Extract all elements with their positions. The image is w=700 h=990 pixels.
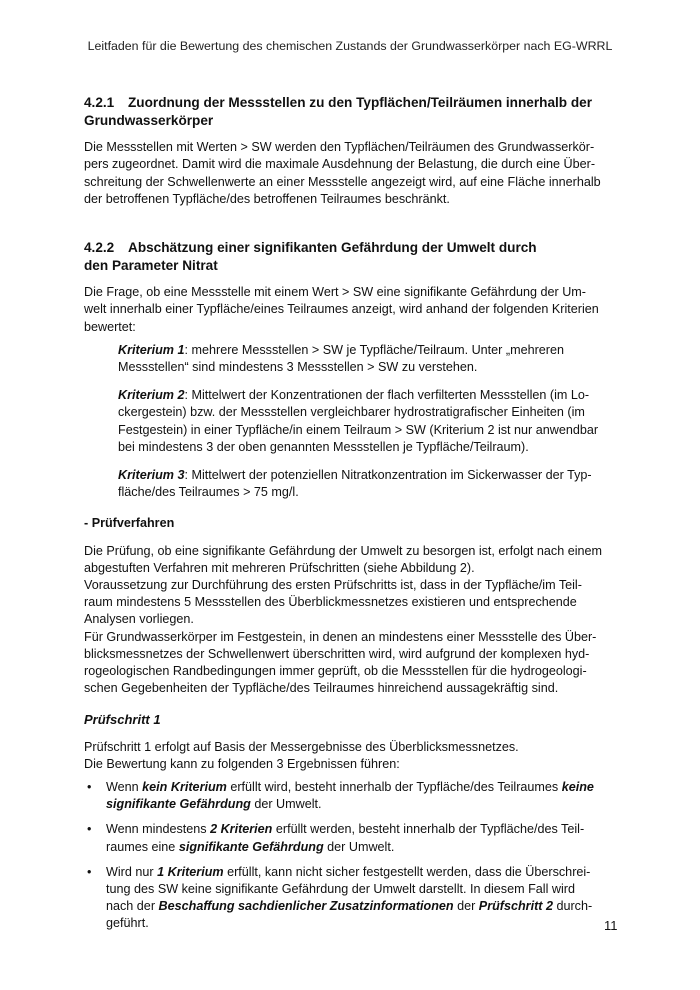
text-line: Für Grundwasserkörper im Festgestein, in denen an mindestens einer Messstelle des Über-: [84, 629, 597, 644]
section-4-2-2-intro: [84, 284, 618, 336]
section-number: 4.2.2: [84, 240, 115, 255]
page-content: [84, 94, 618, 941]
text-line: abgestuften Verfahren mit mehreren Prüfschritten (siehe Abbildung 2).: [84, 560, 475, 575]
text-line: pers zugeordnet. Damit wird die maximale Ausdehnung der Belastung, die durch eine Über-: [84, 157, 596, 172]
text-line: blicksmessnetzes der Schwellenwert überschritten wird, wird aufgrund der komplexen hyd-: [84, 646, 590, 661]
section-title-line1: Zuordnung der Messstellen zu den Typflächen/Teilräumen innerhalb der: [128, 95, 593, 110]
text-line: Prüfschritt 1 erfolgt auf Basis der Messergebnisse des Überblicksmessnetzes.: [84, 739, 519, 754]
text-line: fläche/des Teilraumes > 75 mg/l.: [118, 485, 299, 500]
bullet-icon: •: [87, 864, 92, 879]
text-line: Die Prüfung, ob eine signifikante Gefährdung der Umwelt zu besorgen ist, erfolgt nach einem: [84, 543, 603, 558]
criterion-1: [118, 342, 618, 376]
list-item: • Wenn kein Kriterium erfüllt wird, besteht innerhalb der Typfläche/des Teilraumes keine signifikante Gefährdung der Umwelt.: [87, 780, 594, 812]
text-line: Messstellen“ sind mindestens 3 Messstellen > SW zu verstehen.: [118, 360, 478, 374]
text-line: schen Gegebenheiten der Typfläche/des Teilraumes hinreichend aussagekräftig sind.: [84, 681, 559, 696]
step-1-intro: [84, 739, 618, 773]
text-line: Die Frage, ob eine Messstelle mit einem Wert > SW eine signifikante Gefährdung der Um-: [84, 285, 586, 300]
text-line: : mehrere Messstellen > SW je Typfläche/Teilraum. Unter „mehreren: [184, 342, 564, 357]
result-list: [84, 779, 618, 933]
section-title-line2: den Parameter Nitrat: [84, 257, 218, 273]
section-heading-4-2-1: [84, 94, 618, 129]
page-number: 11: [604, 918, 618, 933]
criterion-2: [118, 387, 618, 456]
section-number: 4.2.1: [84, 95, 115, 110]
running-header: Leitfaden für die Bewertung des chemischen Zustands der Grundwasserkörper nach EG-WRRL: [87, 39, 613, 53]
criterion-3: [118, 467, 618, 501]
text-line: rogeologischen Randbedingungen immer geprüft, ob die Messstellen für die hydrogeologi-: [84, 664, 587, 679]
text-line: Voraussetzung zur Durchführung des ersten Prüfschritts ist, dass in der Typfläche/im Teil-: [84, 578, 582, 593]
criterion-label: Kriterium 2: [118, 388, 185, 403]
text-line: bei mindestens 3 der oben genannten Messstellen je Typfläche/Teilraum).: [118, 439, 529, 454]
section-title-line1: Abschätzung einer signifikanten Gefährdung der Umwelt durch: [128, 240, 537, 255]
text-line: der betroffenen Typfläche/des betroffenen Teilraumes beschränkt.: [84, 191, 450, 206]
text-line: : Mittelwert der potenziellen Nitratkonzentration im Sickerwasser der Typ-: [184, 468, 592, 483]
section-4-2-1-paragraph: [84, 139, 618, 208]
step-1-heading: Prüfschritt 1: [84, 712, 161, 728]
text-line: Die Messstellen mit Werten > SW werden den Typflächen/Teilräumen des Grundwasserkör-: [84, 140, 595, 155]
section-heading-4-2-2: [84, 239, 618, 274]
list-item: • Wird nur 1 Kriterium erfüllt, kann nicht sicher festgestellt werden, dass die Überschrei- tung des SW keine signifikante Gefährdung der Umwelt darstellt. In diesem Fall wird nach der Beschaffung sachdienlicher Zusatzinformationen der Prüfschritt 2 durch- geführt.: [87, 864, 593, 931]
text-line: schreitung der Schwellenwerte an einer Messstelle angezeigt wird, auf eine Fläche innerhalb: [84, 174, 601, 189]
text-line: Analysen vorliegen.: [84, 612, 194, 627]
bullet-icon: •: [87, 822, 92, 837]
bullet-icon: •: [87, 780, 92, 795]
criterion-label: Kriterium 1: [118, 342, 185, 357]
text-line: Festgestein) in einer Typfläche/in einem Teilraum > SW (Kriterium 2 ist nur anwendbar: [118, 422, 599, 437]
list-item: • Wenn mindestens 2 Kriterien erfüllt werden, besteht innerhalb der Typfläche/des Teil- raumes eine signifikante Gefährdung der Umwelt.: [87, 822, 585, 854]
text-line: bewertet:: [84, 319, 136, 334]
text-line: raum mindestens 5 Messstellen des Überblickmessnetzes existieren und entsprechende: [84, 595, 577, 610]
text-line: ckergestein) bzw. der Messstellen vergleichbarer hydrostratigrafischer Einheiten (im: [118, 405, 585, 420]
text-line: Die Bewertung kann zu folgenden 3 Ergebnissen führen:: [84, 756, 400, 771]
procedure-paragraph: [84, 543, 618, 698]
text-line: : Mittelwert der Konzentrationen der flach verfilterten Messstellen (im Lo-: [184, 388, 590, 403]
procedure-heading: - Prüfverfahren: [84, 516, 175, 531]
text-line: welt innerhalb einer Typfläche/eines Teilraumes anzeigt, wird anhand der folgenden Kriterien: [84, 302, 599, 317]
criterion-label: Kriterium 3: [118, 468, 185, 483]
section-title-line2: Grundwasserkörper: [84, 112, 214, 128]
